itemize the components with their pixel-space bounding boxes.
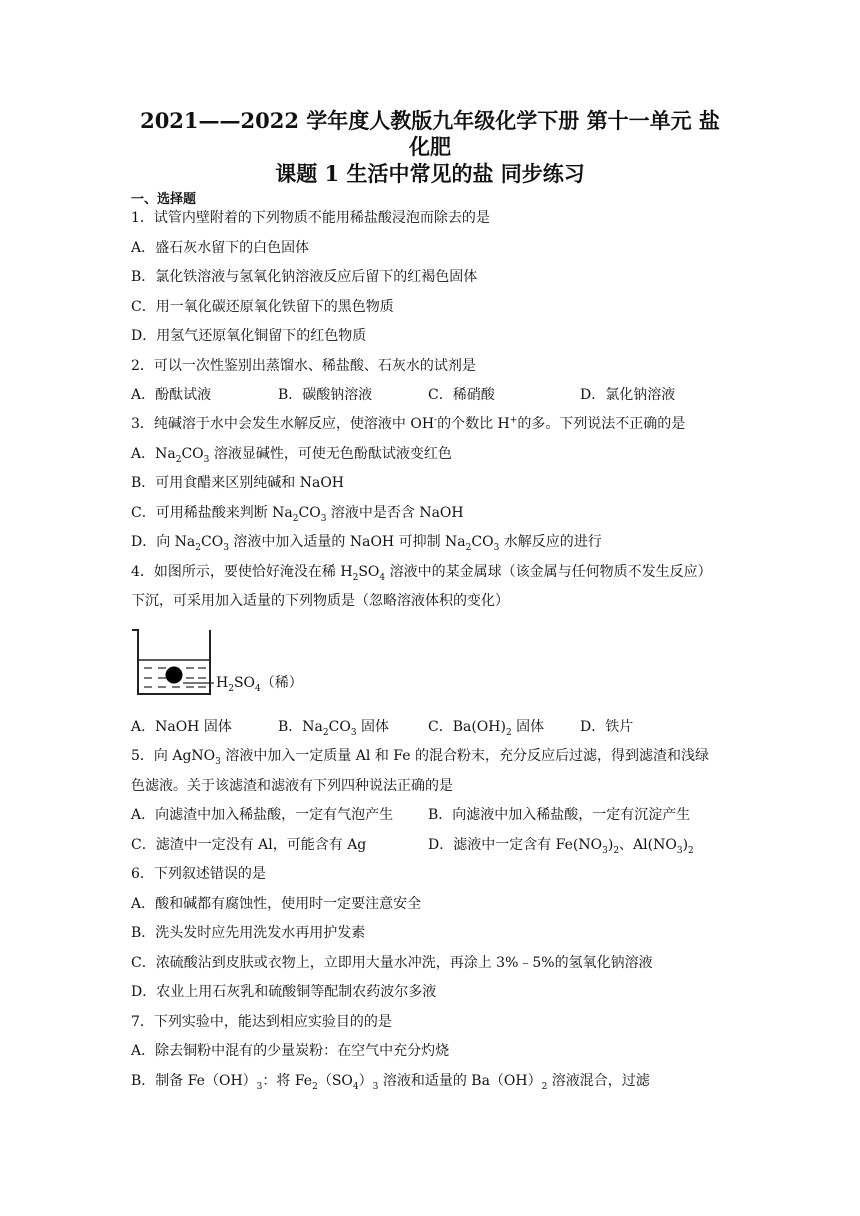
question-2-option-a: A．酚酞试液 — [131, 387, 212, 403]
question-4-option-c: C．$Ba(OH)_2$ 固体 — [428, 719, 545, 738]
question-1-option-c: C．用一氧化碳还原氧化铁留下的黑色物质 — [131, 299, 394, 315]
page-title-line-1: 2021——2022 学年度人教版九年级化学下册 第十一单元 盐 — [140, 108, 720, 133]
question-4-option-b: B．$Na_2CO_3$ 固体 — [278, 719, 390, 738]
question-1-option-b: B．氯化铁溶液与氢氧化钠溶液反应后留下的红褐色固体 — [131, 269, 478, 285]
question-5-stem-line-1: 5．向 AgNO$_3$ 溶液中加入一定质量 Al 和 Fe 的混合粉末，充分反应后过滤，得到滤渣和浅绿 — [131, 748, 709, 767]
question-3-option-c: C．可用稀盐酸来判断 $Na_2CO_3$ 溶液中是否含 NaOH — [131, 505, 464, 524]
question-1-option-d: D．用氢气还原氧化铜留下的红色物质 — [131, 328, 367, 344]
question-1-option-a: A．盛石灰水留下的白色固体 — [131, 240, 310, 256]
question-3-option-d: D．向 $Na_2CO_3$ 溶液中加入适量的 NaOH 可抑制 $Na_2CO_3$ 水解反应的进行 — [131, 534, 602, 553]
question-4-option-d: D．铁片 — [580, 719, 634, 735]
question-3-option-b: B．可用食醋来区别纯碱和 NaOH — [131, 475, 345, 491]
question-7-option-a: A．除去铜粉中混有的少量炭粉：在空气中充分灼烧 — [131, 1043, 450, 1059]
question-7-stem: 7．下列实验中，能达到相应实验目的的是 — [131, 1014, 392, 1030]
question-6-option-d: D．农业上用石灰乳和硫酸铜等配制农药波尔多液 — [131, 984, 437, 1000]
question-6-stem: 6．下列叙述错误的是 — [131, 866, 266, 882]
question-5-option-a: A．向滤渣中加入稀盐酸，一定有气泡产生 — [131, 807, 394, 823]
page-subtitle: 课题 1 生活中常见的盐 同步练习 — [275, 161, 585, 186]
question-3-option-a: A．$Na_2CO_3$ 溶液显碱性，可使无色酚酞试液变红色 — [131, 446, 452, 465]
question-5-stem-line-2: 色滤液。关于该滤渣和滤液有下列四种说法正确的是 — [131, 778, 453, 794]
question-6-option-a: A．酸和碱都有腐蚀性，使用时一定要注意安全 — [131, 896, 422, 912]
question-4-stem-line-2: 下沉，可采用加入适量的下列物质是（忽略溶液体积的变化） — [131, 593, 509, 609]
question-2-option-c: C．稀硝酸 — [428, 387, 495, 403]
question-2-option-b: B．碳酸钠溶液 — [278, 387, 373, 403]
question-5-option-c: C．滤渣中一定没有 Al，可能含有 Ag — [131, 837, 367, 853]
question-6-option-b: B．洗头发时应先用洗发水再用护发素 — [131, 925, 366, 941]
section-heading: 一、选择题 — [131, 192, 197, 207]
question-7-option-b: B．制备 $Fe(OH)_3$：将 $Fe_2(SO_4)_3$ 溶液和适量的 $Ba(OH)_2$ 溶液混合，过滤 — [131, 1073, 650, 1092]
question-2-stem: 2．可以一次性鉴别出蒸馏水、稀盐酸、石灰水的试剂是 — [131, 358, 476, 374]
question-2-option-d: D．氯化钠溶液 — [580, 387, 676, 403]
beaker-label: $H_2SO_4$（稀） — [216, 675, 303, 694]
question-1-stem: 1．试管内壁附着的下列物质不能用稀盐酸浸泡而除去的是 — [131, 210, 490, 226]
question-4-option-a: A．NaOH 固体 — [131, 719, 232, 735]
question-3-stem: 3．纯碱溶于水中会发生水解反应，使溶液中 OH-的个数比 H+的多。下列说法不正确的是 — [131, 415, 686, 432]
question-6-option-c: C．浓硫酸沾到皮肤或衣物上，立即用大量水冲洗，再涂上 3%﹣5%的氢氧化钠溶液 — [131, 955, 653, 971]
page-title-line-2: 化肥 — [409, 134, 451, 159]
question-5-option-b: B．向滤液中加入稀盐酸，一定有沉淀产生 — [428, 807, 691, 823]
question-4-stem-line-1: 4．如图所示，要使恰好淹没在稀 $H_2SO_4$ 溶液中的某金属球（该金属与任何物质不发生反应） — [131, 564, 712, 583]
question-5-option-d: D．滤液中一定含有 $Fe(NO_3)_2$、$Al(NO_3)_2$ — [428, 837, 694, 856]
